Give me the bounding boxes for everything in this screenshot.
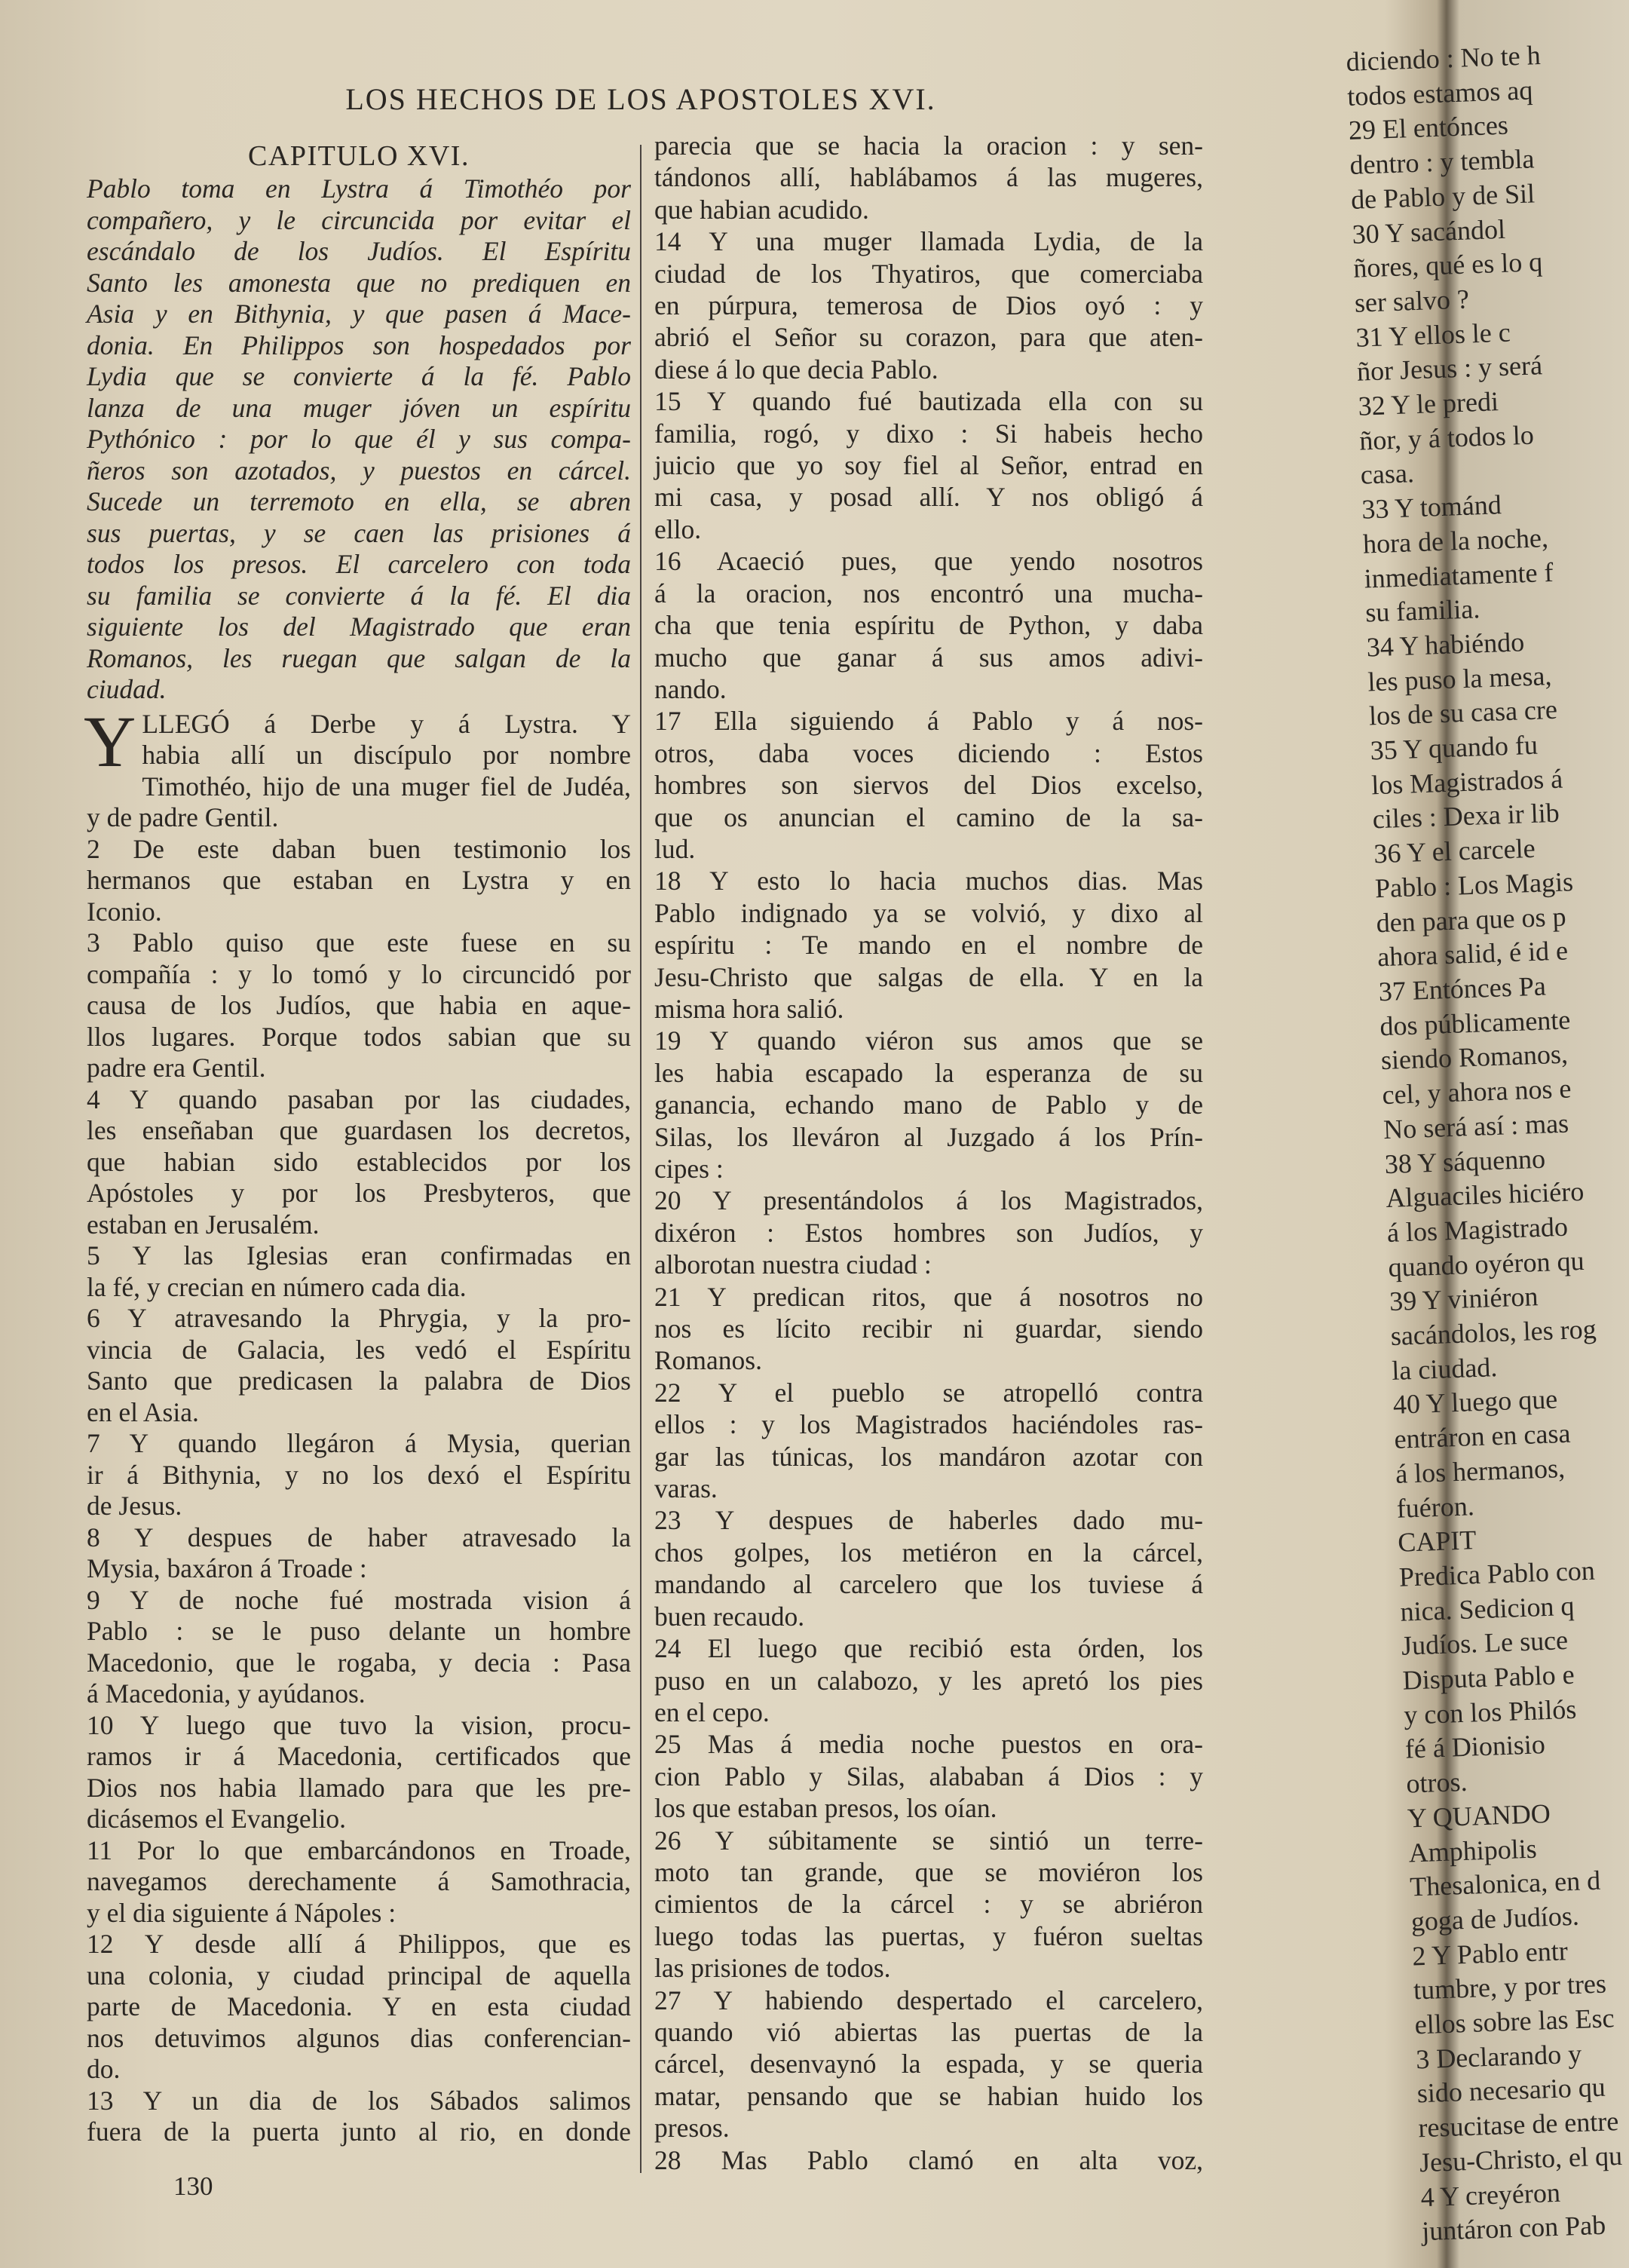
facing-page-line: 29 El entónces — [1348, 109, 1509, 146]
facing-page-line: sido necesario qu — [1416, 2072, 1606, 2109]
verse-line: dixéron : Estos hombres son Judíos, y — [654, 1217, 1203, 1248]
verse-line: 16 Acaeció pues, que yendo nosotros — [654, 546, 1203, 577]
verse-line: lud. — [654, 833, 696, 864]
verse-paragraph — [654, 545, 1203, 705]
facing-page-line: entráron en casa — [1393, 1418, 1571, 1454]
left-column — [84, 139, 631, 2148]
verse-line: parecia que se hacia la oracion : y sen- — [654, 130, 1203, 161]
verse-line: do. — [87, 2054, 121, 2084]
facing-page-line: siendo Romanos, — [1380, 1038, 1569, 1076]
summary-line: compañero, y le circuncida por evitar el — [87, 204, 631, 235]
facing-page-line: sacándolos, les rog — [1390, 1313, 1597, 1351]
verse-line: hombres son siervos del Dios excelso, — [654, 770, 1203, 801]
verse-line: y de padre Gentil. — [87, 802, 279, 832]
verse-line: 22 Y el pueblo se atropelló contra — [654, 1377, 1203, 1408]
verse-line: 4 Y quando pasaban por las ciudades, — [87, 1083, 631, 1114]
verse-paragraph — [87, 834, 631, 928]
verse-line: ellos : y los Magistrados haciéndoles ras- — [654, 1409, 1203, 1440]
verse-line: Mysia, baxáron á Troade : — [87, 1553, 367, 1583]
verse-line: una colonia, y ciudad principal de aquella — [87, 1960, 631, 1991]
summary-line: Pythónico : por lo que él y sus compa- — [87, 424, 631, 454]
verse-paragraph — [654, 1825, 1203, 1985]
verse-line: nos es lícito recibir ni guardar, siendo — [654, 1313, 1203, 1344]
facing-page-line: quando oyéron qu — [1387, 1245, 1585, 1283]
verse-paragraph — [84, 700, 631, 834]
verse-paragraph — [654, 225, 1203, 385]
verse-line: Dios nos habia llamado para que les pre- — [87, 1772, 631, 1803]
facing-page-line: juntáron con Pab — [1421, 2210, 1606, 2247]
verse-line: 7 Y quando llegáron á Mysia, querian — [87, 1428, 631, 1458]
facing-page-line: casa. — [1360, 458, 1415, 491]
verse-line: 28 Mas Pablo clamó en alta voz, — [654, 2144, 1203, 2175]
facing-page-line: les puso la mesa, — [1367, 660, 1552, 697]
summary-line: todos los presos. El carcelero con toda — [87, 549, 631, 579]
summary-line: escándalo de los Judíos. El Espíritu — [87, 236, 631, 266]
facing-page-line: fuéron. — [1396, 1490, 1475, 1524]
facing-page-line: den para que os p — [1375, 901, 1567, 938]
facing-page-line: Pablo : Los Magis — [1374, 866, 1574, 904]
verse-line: Iconio. — [87, 896, 162, 927]
facing-page-line: Judíos. Le suce — [1401, 1625, 1569, 1662]
chapter-summary — [87, 173, 631, 706]
facing-page-line: otros. — [1405, 1766, 1468, 1799]
verse-line: mandando al carcelero que los tuviese á — [654, 1569, 1203, 1600]
verse-paragraph — [87, 927, 631, 1084]
verse-line: en el cepo. — [654, 1696, 770, 1727]
summary-line: su familia se convierte á la fé. El dia — [87, 580, 631, 611]
verse-line: 5 Y las Iglesias eran confirmadas en — [87, 1240, 631, 1270]
verse-line: vincia de Galacia, les vedó el Espíritu — [87, 1334, 631, 1365]
facing-page-line: 31 Y ellos le c — [1355, 317, 1511, 353]
verse-line: Pablo indignado ya se volvió, y dixo al — [654, 897, 1203, 928]
verse-line: ramos ir á Macedonia, certificados que — [87, 1741, 631, 1771]
verse-line: 12 Y desde allí á Philippos, que es — [87, 1929, 631, 1959]
facing-page-line: 36 Y el carcele — [1373, 833, 1536, 869]
summary-line: donia. En Philippos son hospedados por — [87, 329, 631, 360]
verse-line: cha que tenia espíritu de Python, y daba — [654, 610, 1203, 641]
verse-line: 14 Y una muger llamada Lydia, de la — [654, 226, 1203, 257]
summary-line: Romanos, les ruegan que salgan de la — [87, 642, 631, 673]
facing-page-line: la ciudad. — [1391, 1351, 1498, 1386]
verse-line: quando vió abiertas las puertas de la — [654, 2016, 1203, 2047]
verse-line: 18 Y esto lo hacia muchos dias. Mas — [654, 866, 1203, 896]
facing-page-line: 38 Y sáquenno — [1384, 1143, 1546, 1179]
verse-line: diese á lo que decia Pablo. — [654, 354, 939, 385]
verse-line: llos lugares. Porque todos sabian que su — [87, 1021, 631, 1052]
summary-line: Pablo toma en Lystra á Timothéo por — [87, 173, 631, 204]
verse-line: ir á Bithynia, y no los dexó el Espíritu — [87, 1459, 631, 1490]
verse-paragraph — [654, 1025, 1203, 1185]
verse-line: navegamos derechamente á Samothracia, — [87, 1866, 631, 1896]
verse-line: 13 Y un dia de los Sábados salimos — [87, 2085, 631, 2116]
verse-line: otros, daba voces diciendo : Estos — [654, 737, 1203, 768]
verse-paragraph — [87, 1522, 631, 1585]
page-number: 130 — [173, 2171, 213, 2201]
verse-line: de Jesus. — [87, 1491, 182, 1521]
verse-line: les habia escapado la esperanza de su — [654, 1057, 1203, 1088]
verse-line: 27 Y habiendo despertado el carcelero, — [654, 1985, 1203, 2015]
facing-page-line: á los hermanos, — [1395, 1452, 1566, 1489]
facing-page-line: diciendo : No te h — [1346, 39, 1542, 77]
facing-page-line: 37 Entónces Pa — [1378, 970, 1547, 1007]
verse-line: matar, pensando que se habian huido los — [654, 2080, 1203, 2111]
verse-line: causa de los Judíos, que habia en aque- — [87, 990, 631, 1020]
verse-paragraph — [654, 385, 1203, 545]
verse-line: alborotan nuestra ciudad : — [654, 1249, 932, 1280]
summary-line: Asia y en Bithynia, y que pasen á Mace- — [87, 299, 631, 329]
verse-line: 2 De este daban buen testimonio los — [87, 833, 631, 864]
verse-line: cipes : — [654, 1154, 724, 1184]
drop-cap: Y — [84, 700, 136, 782]
verse-line: misma hora salió. — [654, 993, 844, 1024]
verse-line: que habian sido establecidos por los — [87, 1146, 631, 1177]
verse-line: 26 Y súbitamente se sintió un terre- — [654, 1825, 1203, 1856]
verse-paragraph — [654, 1728, 1203, 1824]
facing-page-line: dos públicamente — [1379, 1004, 1571, 1041]
verse-line: 9 Y de noche fué mostrada vision á — [87, 1584, 631, 1615]
verse-line: compañía : y lo tomó y lo circuncidó por — [87, 958, 631, 989]
verse-line: varas. — [654, 1473, 718, 1504]
verse-line: estaban en Jerusalém. — [87, 1209, 320, 1240]
facing-page-line: dentro : y tembla — [1349, 143, 1536, 181]
facing-page-line: á los Magistrado — [1386, 1211, 1569, 1248]
facing-page-line: Predica Pablo con — [1398, 1555, 1596, 1592]
facing-page-line: tumbre, y por tres — [1413, 1968, 1607, 2006]
verse-line: 23 Y despues de haberles dado mu- — [654, 1505, 1203, 1536]
verse-line: parte de Macedonia. Y en esta ciudad — [87, 1991, 631, 2021]
facing-page-line: goga de Judíos. — [1410, 1900, 1580, 1937]
verse-paragraph — [87, 1710, 631, 1835]
verse-paragraph — [654, 2144, 1203, 2176]
column-divider — [640, 145, 641, 2173]
facing-page-line: Disputa Pablo e — [1402, 1659, 1575, 1696]
verse-line: fuera de la puerta junto al rio, en donde — [87, 2116, 631, 2147]
verse-paragraph — [87, 2086, 631, 2148]
facing-page-line: 2 Y Pablo entr — [1411, 1935, 1569, 1972]
verse-paragraph — [654, 865, 1203, 1025]
verse-line: Macedonio, que le rogaba, y decia : Pasa — [87, 1647, 631, 1678]
facing-page-line: 39 Y viniéron — [1389, 1281, 1539, 1317]
verse-line: mi casa, y posad allí. Y nos obligó á — [654, 482, 1203, 513]
facing-page-line: 30 Y sacándol — [1352, 213, 1506, 250]
verse-line: Timothéo, hijo de una muger fiel de Judéa, — [142, 771, 631, 801]
facing-page-line: todos estamos aq — [1346, 75, 1533, 112]
verse-line: puso en un calabozo, y les apretó los pies — [654, 1665, 1203, 1696]
verse-paragraph — [87, 1303, 631, 1428]
verse-line: los que estaban presos, los oían. — [654, 1793, 997, 1824]
verse-line: 24 El luego que recibió esta órden, los — [654, 1633, 1203, 1664]
facing-page-line: Alguaciles hiciéro — [1385, 1176, 1585, 1214]
running-head: LOS HECHOS DE LOS APOSTOLES XVI. — [345, 82, 936, 116]
left-column-verses — [84, 700, 631, 2148]
verse-line: abrió el Señor su corazon, para que aten- — [654, 322, 1203, 353]
summary-line: ciudad. — [87, 674, 167, 704]
verse-line: buen recaudo. — [654, 1601, 805, 1632]
verse-paragraph — [87, 1929, 631, 2086]
facing-page-line: 40 Y luego que — [1392, 1384, 1558, 1421]
verse-line: habia allí un discípulo por nombre — [142, 740, 631, 770]
facing-page-line: de Pablo y de Sil — [1350, 178, 1536, 215]
verse-paragraph — [87, 1428, 631, 1522]
verse-line: 17 Ella siguiendo á Pablo y á nos- — [654, 706, 1203, 737]
facing-page-line: ñor Jesus : y será — [1356, 350, 1543, 388]
verse-line: padre era Gentil. — [87, 1053, 266, 1083]
verse-line: 8 Y despues de haber atravesado la — [87, 1522, 631, 1552]
verse-line: dicásemos el Evangelio. — [87, 1804, 347, 1834]
summary-line: lanza de una muger jóven un espíritu — [87, 392, 631, 423]
verse-line: nando. — [654, 673, 727, 704]
verse-line: Santo que predicasen la palabra de Dios — [87, 1365, 631, 1396]
facing-page-line: nica. Sedicion q — [1399, 1590, 1575, 1627]
facing-page-line: 33 Y tománd — [1361, 489, 1502, 525]
facing-page-line: 35 Y quando fu — [1369, 729, 1539, 766]
facing-page-line: ellos sobre las Esc — [1413, 2003, 1615, 2040]
facing-page-line: 34 Y habiéndo — [1366, 627, 1525, 663]
verse-line: y el dia siguiente á Nápoles : — [87, 1897, 397, 1928]
facing-page-line: resucitase de entre — [1417, 2106, 1619, 2144]
verse-line: 19 Y quando viéron sus amos que se — [654, 1025, 1203, 1056]
verse-line: tándonos allí, hablábamos á las mugeres, — [654, 162, 1203, 193]
facing-page-line: ciles : Dexa ir lib — [1372, 798, 1560, 835]
facing-page-line: hora de la noche, — [1362, 522, 1549, 559]
summary-line: ñeros son azotados, y puestos en cárcel. — [87, 455, 631, 486]
verse-line: 3 Pablo quiso que este fuese en su — [87, 927, 631, 958]
verse-line: Romanos. — [654, 1345, 762, 1376]
verse-line: 11 Por lo que embarcándonos en Troade, — [87, 1834, 631, 1865]
verse-line: 6 Y atravesando la Phrygia, y la pro- — [87, 1303, 631, 1333]
verse-line: gar las túnicas, los mandáron azotar con — [654, 1441, 1203, 1472]
facing-page-line: No será así : mas — [1383, 1108, 1569, 1145]
verse-line: á Macedonia, y ayúdanos. — [87, 1678, 366, 1709]
verse-line: en púrpura, temerosa de Dios oyó : y — [654, 290, 1203, 321]
verse-line: juicio que yo soy fiel al Señor, entrad en — [654, 450, 1203, 481]
facing-page-line: y con los Philós — [1403, 1693, 1577, 1730]
facing-page-line: su familia. — [1364, 593, 1480, 628]
verse-line: 10 Y luego que tuvo la vision, procu- — [87, 1709, 631, 1740]
facing-page-line: los Magistrados á — [1370, 763, 1563, 801]
verse-line: cárcel, desenvaynó la espada, y se queria — [654, 2049, 1203, 2080]
verse-line: Pablo : se le puso delante un hombre — [87, 1616, 631, 1646]
verse-line: ganancia, echando mano de Pablo y de — [654, 1090, 1203, 1120]
verse-paragraph — [654, 1985, 1203, 2144]
facing-page-line: CAPIT — [1397, 1525, 1477, 1558]
facing-page-line: fé á Dionisio — [1404, 1729, 1546, 1765]
verse-line: espíritu : Te mando en el nombre de — [654, 930, 1203, 961]
verse-paragraph — [654, 1185, 1203, 1280]
verse-line: cion Pablo y Silas, alababan á Dios : y — [654, 1761, 1203, 1791]
facing-page-line: Thesalonica, en d — [1409, 1865, 1601, 1902]
verse-line: chos golpes, los metiéron en la cárcel, — [654, 1537, 1203, 1568]
verse-paragraph — [87, 1585, 631, 1710]
verse-line: 21 Y predican ritos, que á nosotros no — [654, 1281, 1203, 1312]
verse-paragraph — [87, 1835, 631, 1929]
verse-line: Silas, los lleváron al Juzgado á los Prín- — [654, 1121, 1203, 1152]
summary-line: Sucede un terremoto en ella, se abren — [87, 486, 631, 516]
facing-page-line: 4 Y creyéron — [1419, 2177, 1561, 2212]
facing-page-line: Y QUANDO — [1407, 1798, 1551, 1834]
verse-line: que os anuncian el camino de la sa- — [654, 801, 1203, 832]
facing-page-line: ahora salid, é id e — [1376, 935, 1569, 973]
chapter-title: CAPITULO XVI. — [248, 140, 470, 172]
verse-paragraph — [654, 1632, 1203, 1728]
verse-paragraph — [654, 1504, 1203, 1632]
facing-page-line: Jesu-Christo, el qu — [1419, 2140, 1623, 2178]
verse-line: que habian acudido. — [654, 194, 869, 225]
verse-line: en el Asia. — [87, 1396, 199, 1427]
verse-line: familia, rogó, y dixo : Si habeis hecho — [654, 418, 1203, 449]
verse-line: la fé, y crecian en número cada dia. — [87, 1271, 467, 1302]
verse-line: les enseñaban que guardasen los decretos, — [87, 1115, 631, 1145]
right-column — [654, 130, 1203, 2176]
verse-line: nos detuvimos algunos dias conferencian- — [87, 2022, 631, 2053]
facing-page-line: inmediatamente f — [1363, 556, 1554, 594]
summary-line: Santo les amonesta que no prediquen en — [87, 267, 631, 298]
verse-line: 20 Y presentándolos á los Magistrados, — [654, 1185, 1203, 1216]
verse-paragraph — [654, 1377, 1203, 1505]
verse-line: Jesu-Christo que salgas de ella. Y en la — [654, 961, 1203, 992]
summary-line: siguiente los del Magistrado que eran — [87, 611, 631, 642]
verse-line: ello. — [654, 513, 702, 544]
verse-line: ciudad de los Thyatiros, que comerciaba — [654, 258, 1203, 289]
facing-page-line: cel, y ahora nos e — [1381, 1073, 1572, 1111]
summary-line: sus puertas, y se caen las prisiones á — [87, 517, 631, 548]
verse-line: presos. — [654, 2113, 730, 2144]
verse-line: luego todas las puertas, y fuéron sueltas — [654, 1920, 1203, 1951]
facing-page-line: ser salvo ? — [1354, 284, 1470, 318]
verse-line: mucho que ganar á sus amos adivi- — [654, 642, 1203, 673]
verse-paragraph — [654, 130, 1203, 225]
verse-paragraph — [654, 705, 1203, 865]
verse-paragraph — [654, 1281, 1203, 1377]
verse-line: las prisiones de todos. — [654, 1953, 891, 1984]
verse-line: LLEGÓ á Derbe y á Lystra. Y — [142, 708, 631, 739]
summary-line: Lydia que se convierte á la fé. Pablo — [87, 361, 631, 391]
verse-paragraph — [87, 1240, 631, 1303]
verse-line: hermanos que estaban en Lystra y en — [87, 865, 631, 895]
verse-paragraph — [87, 1084, 631, 1241]
facing-page-fragment — [1346, 39, 1623, 2266]
facing-page-line: Amphipolis — [1408, 1833, 1538, 1868]
facing-page-line: 32 Y le predi — [1358, 386, 1499, 421]
verse-line: moto tan grande, que se moviéron los — [654, 1856, 1203, 1887]
facing-page-line: los de su casa cre — [1368, 694, 1558, 731]
verse-line: 15 Y quando fué bautizada ella con su — [654, 386, 1203, 417]
facing-page-line: ñores, qué es lo q — [1352, 247, 1543, 284]
facing-page-line: ñor, y á todos lo — [1358, 419, 1535, 456]
verse-line: Apóstoles y por los Presbyteros, que — [87, 1178, 631, 1208]
verse-line: 25 Mas á media noche puestos en ora- — [654, 1729, 1203, 1760]
verse-line: á la oracion, nos encontró una mucha- — [654, 578, 1203, 608]
facing-page-line: 3 Declarando y — [1415, 2038, 1582, 2075]
verse-line: cimientos de la cárcel : y se abriéron — [654, 1889, 1203, 1920]
